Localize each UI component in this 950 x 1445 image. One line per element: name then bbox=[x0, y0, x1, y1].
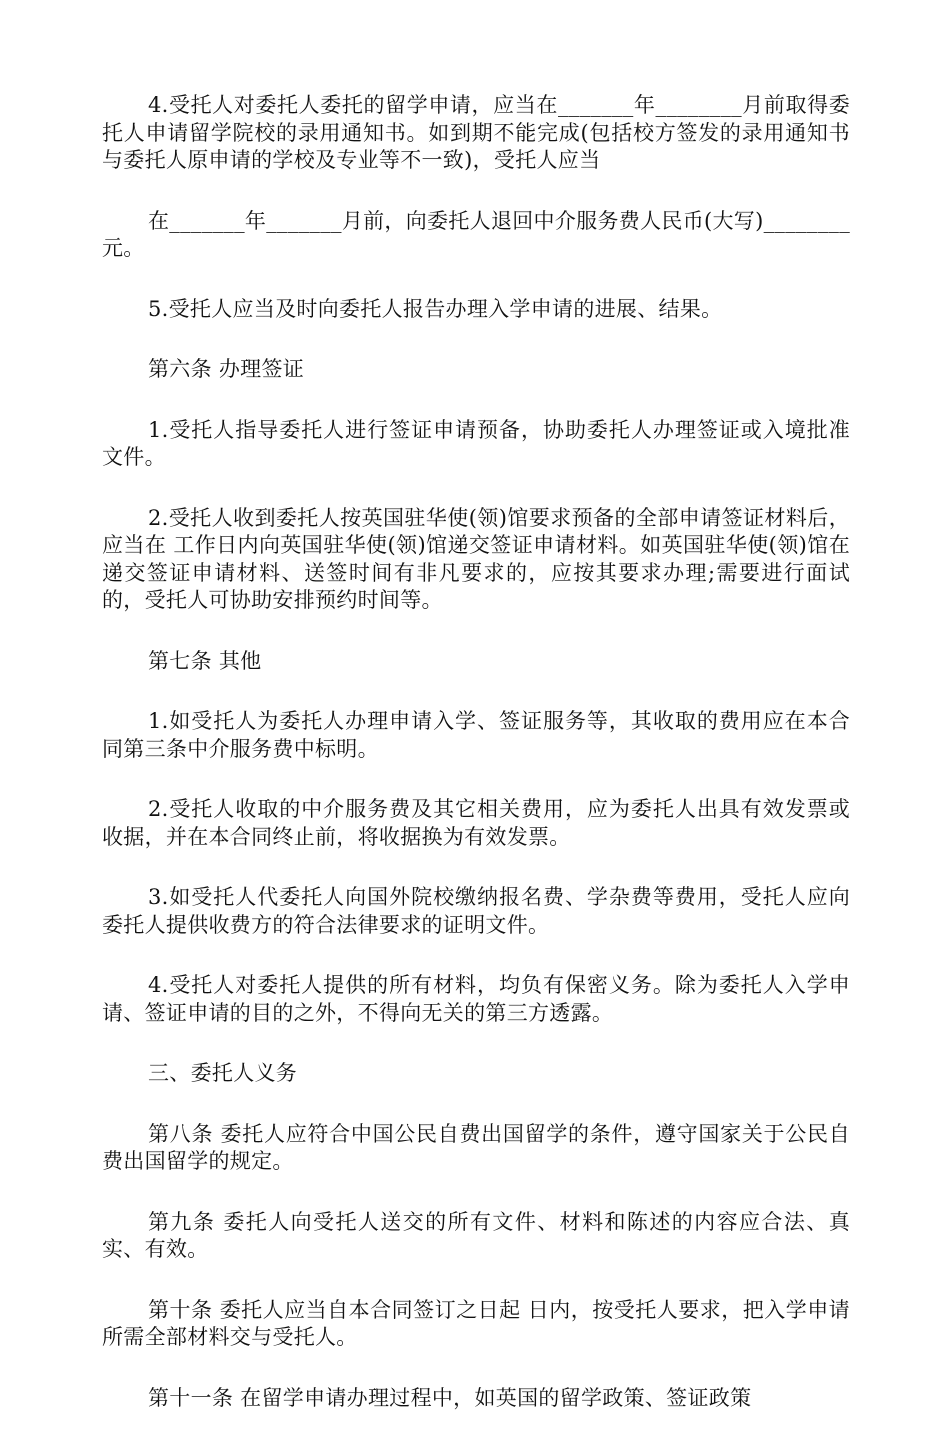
article-6-heading: 第六条 办理签证 bbox=[148, 357, 305, 381]
article-10: 第十条 委托人应当自本合同签订之日起 日内，按受托人要求，把入学申请所需全部材料交与受托人。 bbox=[102, 1297, 850, 1349]
document-page bbox=[102, 92, 850, 1445]
clause-4-refund: 在_______年_______月前，向委托人退回中介服务费人民币(大写)________元。 bbox=[102, 208, 850, 260]
article-7-item-2: 2.受托人收取的中介服务费及其它相关费用，应为委托人出具有效发票或收据，并在本合同终止前，将收据换为有效发票。 bbox=[102, 797, 850, 849]
article-7-item-1: 1.如受托人为委托人办理申请入学、签证服务等，其收取的费用应在本合同第三条中介服务费中标明。 bbox=[102, 709, 850, 761]
clause-4-admission: 4.受托人对委托人委托的留学申请，应当在_______年________月前取得委托人申请留学院校的录用通知书。如到期不能完成(包括校方签发的录用通知书与委托人原申请的学校及专业等不一致)，受托人应当 bbox=[102, 93, 850, 172]
article-7-item-4: 4.受托人对委托人提供的所有材料，均负有保密义务。除为委托人入学申请、签证申请的目的之外，不得向无关的第三方透露。 bbox=[102, 973, 850, 1025]
article-8: 第八条 委托人应符合中国公民自费出国留学的条件，遵守国家关于公民自费出国留学的规定。 bbox=[102, 1121, 850, 1173]
clause-5-report: 5.受托人应当及时向委托人报告办理入学申请的进展、结果。 bbox=[148, 296, 723, 321]
article-9: 第九条 委托人向受托人送交的所有文件、材料和陈述的内容应合法、真实、有效。 bbox=[102, 1209, 850, 1261]
article-6-item-1: 1.受托人指导委托人进行签证申请预备，协助委托人办理签证或入境批准文件。 bbox=[102, 417, 850, 469]
article-7-heading: 第七条 其他 bbox=[148, 648, 262, 673]
article-6-item-2: 2.受托人收到委托人按英国驻华使(领)馆要求预备的全部申请签证材料后，应当在 工作日内向英国驻华使(领)馆递交签证申请材料。如英国驻华使(领)馆在递交签证申请材料、送签时间有非凡要求的，应按其要求办理;需要进行面试的，受托人可协助安排预约时间等。 bbox=[102, 505, 850, 612]
article-11: 第十一条 在留学申请办理过程中，如英国的留学政策、签证政策 bbox=[148, 1385, 752, 1410]
article-7-item-3: 3.如受托人代委托人向国外院校缴纳报名费、学杂费等费用，受托人应向委托人提供收费方的符合法律要求的证明文件。 bbox=[102, 885, 850, 937]
section-3-heading: 三、委托人义务 bbox=[148, 1061, 298, 1085]
